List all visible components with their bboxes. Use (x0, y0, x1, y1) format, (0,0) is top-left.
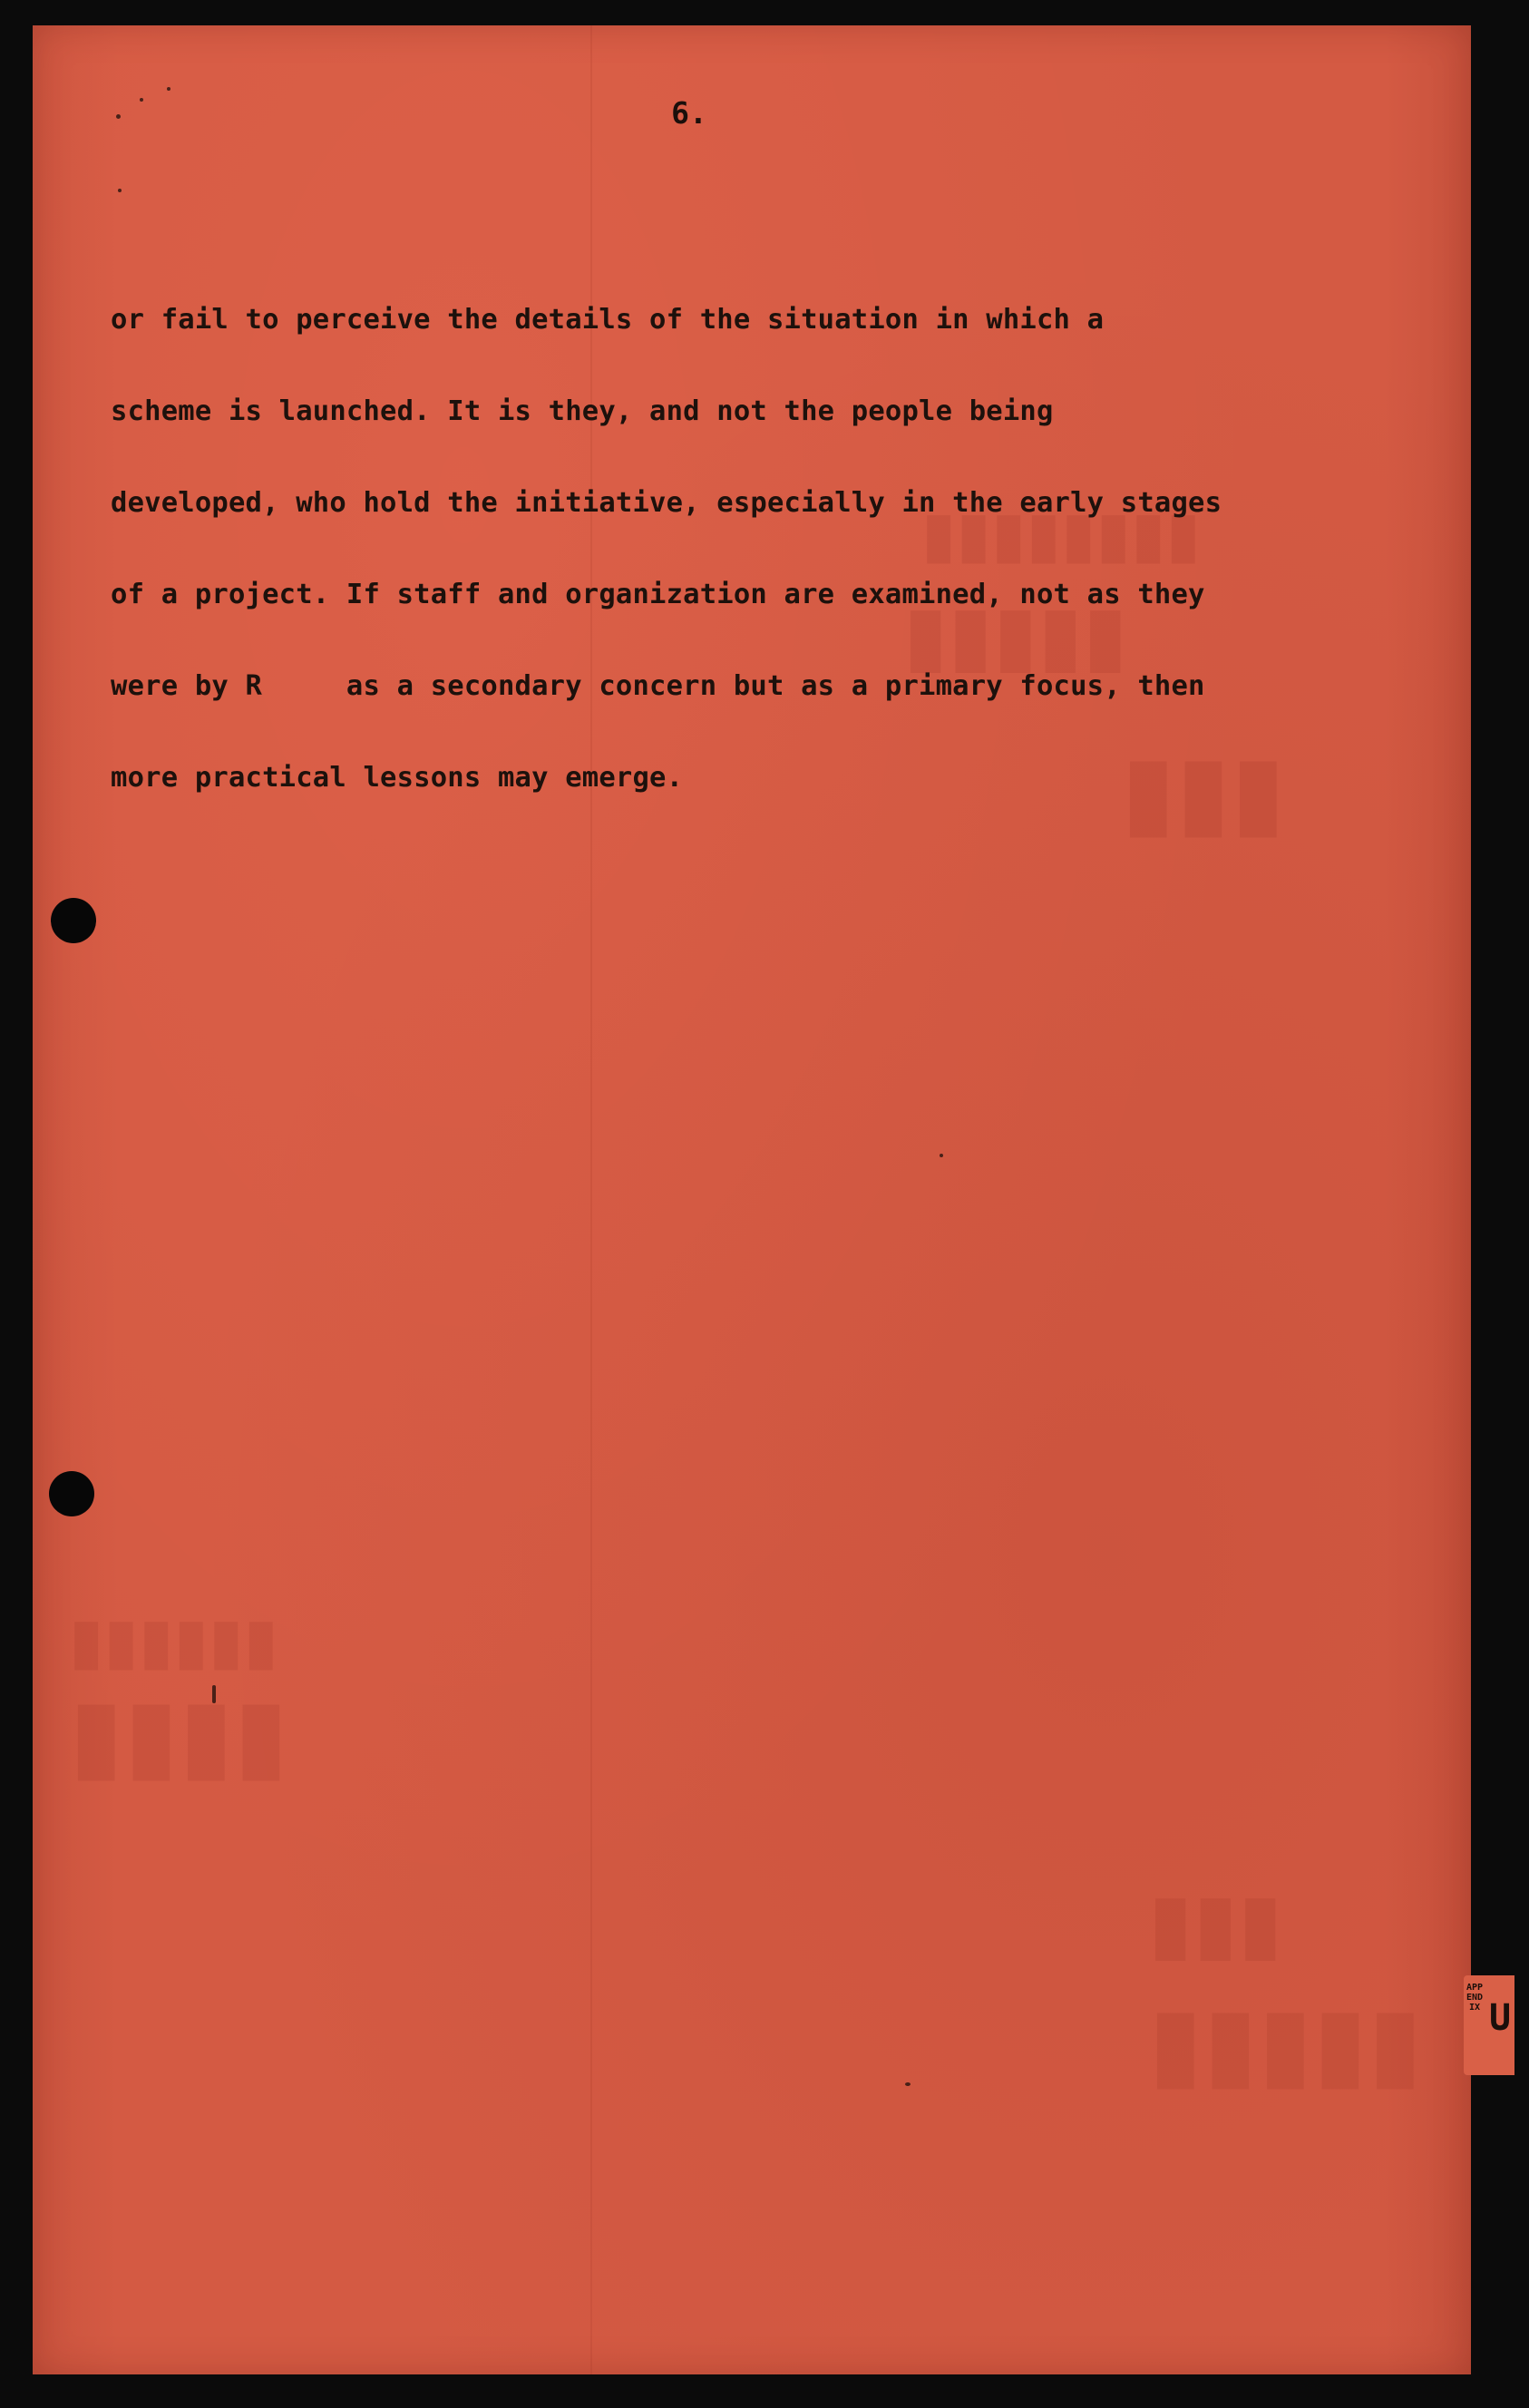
watermark-show-through: ▮▮▮▮▮▮▮▮ (921, 497, 1202, 571)
watermark-show-through: ▮▮▮▮ (69, 1676, 289, 1792)
ink-speck (212, 1685, 216, 1703)
page-number: 6. (671, 95, 707, 131)
ink-speck (116, 114, 121, 119)
text-line: scheme is launched. It is they, and not the people being (111, 395, 1054, 427)
watermark-show-through: ▮▮▮▮▮▮ (69, 1604, 279, 1678)
ink-speck (140, 98, 143, 102)
watermark-show-through: ▮▮▮▮▮ (1148, 1984, 1423, 2101)
appendix-tab-mark: U (1489, 1997, 1512, 2039)
ink-speck (905, 2082, 911, 2086)
ink-speck (940, 1154, 943, 1157)
text-line: of a project. If staff and organization are examined, not as they (111, 579, 1205, 610)
ink-speck (167, 87, 170, 91)
body-paragraph (111, 274, 1380, 824)
text-line: more practical lessons may emerge. (111, 762, 684, 794)
text-line: developed, who hold the initiative, especially in the early stages (111, 487, 1222, 519)
watermark-show-through: ▮▮▮▮▮ (903, 588, 1128, 683)
appendix-tab (1464, 1975, 1514, 2075)
watermark-show-through: ▮▮▮ (1121, 733, 1286, 849)
text-line: were by R as a secondary concern but as a primary focus, then (111, 670, 1205, 702)
ink-speck (118, 189, 122, 192)
punch-hole (49, 1471, 94, 1516)
punch-hole (51, 898, 96, 943)
text-line: or fail to perceive the details of the situation in which a (111, 304, 1105, 336)
watermark-show-through: ▮▮▮ (1148, 1876, 1283, 1971)
appendix-tab-label: APPENDIX (1466, 1983, 1484, 2013)
